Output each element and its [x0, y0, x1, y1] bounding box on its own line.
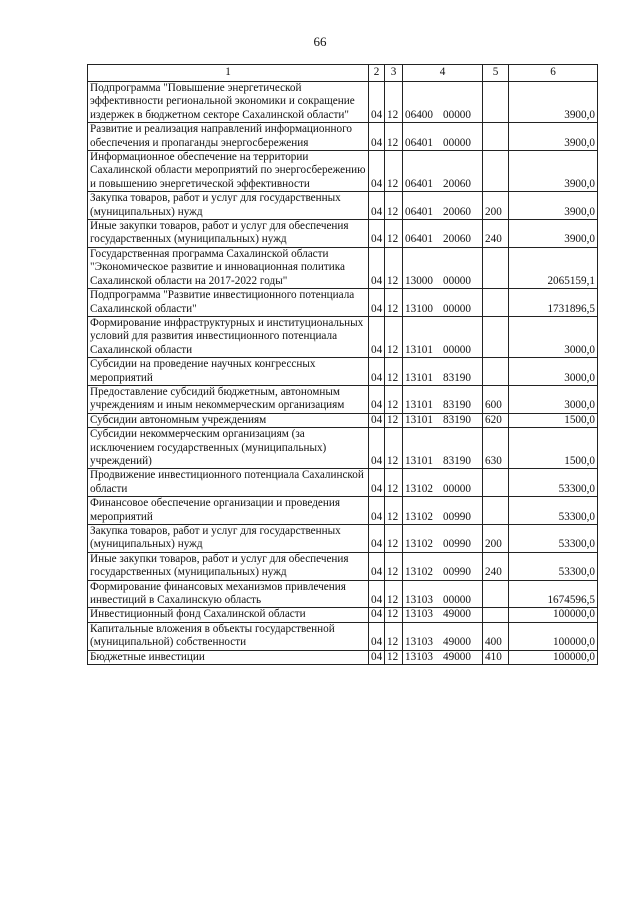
row-target-article-program: 06401 — [405, 177, 433, 190]
row-section-code: 04 — [369, 289, 385, 317]
row-amount: 100000,0 — [509, 650, 598, 664]
row-target-article — [403, 525, 483, 553]
table-row — [88, 608, 598, 622]
row-name: Иные закупки товаров, работ и услуг для обеспечения государственных (муниципальных) нужд — [88, 220, 369, 248]
row-name: Формирование инфраструктурных и институциональных условий для развития инвестиционного потенциала Сахалинской области — [88, 316, 369, 357]
row-name: Закупка товаров, работ и услуг для государственных (муниципальных) нужд — [88, 192, 369, 220]
row-subsection-code: 12 — [385, 151, 403, 192]
row-target-article-direction: 49000 — [443, 650, 471, 663]
row-target-article-direction: 49000 — [443, 608, 471, 621]
row-expense-type: 400 — [483, 622, 509, 650]
row-target-article — [403, 316, 483, 357]
table-row — [88, 151, 598, 192]
row-amount: 53300,0 — [509, 525, 598, 553]
table-row — [88, 247, 598, 288]
row-expense-type: 620 — [483, 413, 509, 427]
row-target-article-program: 13102 — [405, 566, 433, 579]
row-amount: 1500,0 — [509, 428, 598, 469]
row-name: Финансовое обеспечение организации и проведения мероприятий — [88, 497, 369, 525]
row-target-article-direction: 20060 — [443, 177, 471, 190]
table-row — [88, 192, 598, 220]
row-section-code: 04 — [369, 385, 385, 413]
row-section-code: 04 — [369, 650, 385, 664]
header-col-6: 6 — [509, 65, 598, 82]
row-expense-type — [483, 82, 509, 123]
row-target-article-program: 06400 — [405, 108, 433, 121]
row-amount: 3900,0 — [509, 220, 598, 248]
row-expense-type — [483, 123, 509, 151]
row-target-article — [403, 123, 483, 151]
budget-table — [87, 64, 598, 665]
row-subsection-code: 12 — [385, 622, 403, 650]
row-section-code: 04 — [369, 316, 385, 357]
row-section-code: 04 — [369, 497, 385, 525]
table-row — [88, 413, 598, 427]
row-name: Иные закупки товаров, работ и услуг для обеспечения государственных (муниципальных) нужд — [88, 552, 369, 580]
row-amount: 3900,0 — [509, 82, 598, 123]
row-subsection-code: 12 — [385, 289, 403, 317]
row-section-code: 04 — [369, 552, 385, 580]
row-target-article-direction: 00000 — [443, 274, 471, 287]
row-expense-type — [483, 316, 509, 357]
row-target-article-direction: 00000 — [443, 108, 471, 121]
row-target-article — [403, 428, 483, 469]
row-expense-type — [483, 358, 509, 386]
row-target-article — [403, 358, 483, 386]
header-col-2: 2 — [369, 65, 385, 82]
table-row — [88, 650, 598, 664]
row-subsection-code: 12 — [385, 247, 403, 288]
row-subsection-code: 12 — [385, 123, 403, 151]
table-row — [88, 525, 598, 553]
row-name: Капитальные вложения в объекты государственной (муниципальной) собственности — [88, 622, 369, 650]
row-section-code: 04 — [369, 220, 385, 248]
table-row — [88, 580, 598, 608]
row-name: Информационное обеспечение на территории Сахалинской области мероприятий по энергосбережению и повышению энергетической эффективности — [88, 151, 369, 192]
row-expense-type: 200 — [483, 192, 509, 220]
table-row — [88, 316, 598, 357]
row-amount: 53300,0 — [509, 469, 598, 497]
row-expense-type: 240 — [483, 552, 509, 580]
row-target-article-direction: 49000 — [443, 636, 471, 649]
row-target-article-direction: 83190 — [443, 413, 471, 426]
row-section-code: 04 — [369, 192, 385, 220]
row-expense-type — [483, 289, 509, 317]
row-amount: 3900,0 — [509, 192, 598, 220]
row-target-article-program: 13101 — [405, 454, 433, 467]
row-expense-type — [483, 580, 509, 608]
row-name: Государственная программа Сахалинской области "Экономическое развитие и инновационная политика Сахалинской области на 2017-2022 годы" — [88, 247, 369, 288]
row-amount: 3000,0 — [509, 358, 598, 386]
row-target-article-direction: 20060 — [443, 233, 471, 246]
row-subsection-code: 12 — [385, 82, 403, 123]
row-target-article-direction: 00990 — [443, 538, 471, 551]
row-section-code: 04 — [369, 525, 385, 553]
row-expense-type: 200 — [483, 525, 509, 553]
row-amount: 3000,0 — [509, 385, 598, 413]
row-target-article — [403, 151, 483, 192]
header-col-4: 4 — [403, 65, 483, 82]
row-name: Закупка товаров, работ и услуг для государственных (муниципальных) нужд — [88, 525, 369, 553]
row-target-article-direction: 00000 — [443, 594, 471, 607]
row-target-article-direction: 00000 — [443, 136, 471, 149]
row-target-article — [403, 192, 483, 220]
row-target-article — [403, 247, 483, 288]
row-amount: 1674596,5 — [509, 580, 598, 608]
row-subsection-code: 12 — [385, 316, 403, 357]
row-section-code: 04 — [369, 469, 385, 497]
row-subsection-code: 12 — [385, 580, 403, 608]
row-target-article-direction: 20060 — [443, 205, 471, 218]
row-amount: 1731896,5 — [509, 289, 598, 317]
row-name: Подпрограмма "Повышение энергетической эффективности региональной экономики и сокращение издержек в бюджетном секторе Сахалинской области" — [88, 82, 369, 123]
row-target-article — [403, 608, 483, 622]
row-target-article-program: 06401 — [405, 136, 433, 149]
row-amount: 100000,0 — [509, 622, 598, 650]
row-subsection-code: 12 — [385, 525, 403, 553]
row-subsection-code: 12 — [385, 469, 403, 497]
row-name: Развитие и реализация направлений информационного обеспечения и пропаганды энергосбережения — [88, 123, 369, 151]
row-name: Подпрограмма "Развитие инвестиционного потенциала Сахалинской области" — [88, 289, 369, 317]
row-subsection-code: 12 — [385, 552, 403, 580]
row-name: Инвестиционный фонд Сахалинской области — [88, 608, 369, 622]
row-subsection-code: 12 — [385, 358, 403, 386]
row-target-article-program: 13103 — [405, 608, 433, 621]
header-col-1: 1 — [88, 65, 369, 82]
row-target-article-program: 13101 — [405, 399, 433, 412]
row-target-article-program: 13103 — [405, 594, 433, 607]
row-target-article-program: 13101 — [405, 413, 433, 426]
row-name: Субсидии автономным учреждениям — [88, 413, 369, 427]
row-name: Субсидии на проведение научных конгрессных мероприятий — [88, 358, 369, 386]
row-target-article-program: 13102 — [405, 538, 433, 551]
row-subsection-code: 12 — [385, 385, 403, 413]
row-name: Формирование финансовых механизмов привлечения инвестиций в Сахалинскую область — [88, 580, 369, 608]
table-row — [88, 123, 598, 151]
row-target-article-program: 13000 — [405, 274, 433, 287]
row-target-article-program: 06401 — [405, 233, 433, 246]
table-row — [88, 82, 598, 123]
row-amount: 3900,0 — [509, 123, 598, 151]
table-row — [88, 289, 598, 317]
header-col-5: 5 — [483, 65, 509, 82]
table-row — [88, 428, 598, 469]
row-section-code: 04 — [369, 608, 385, 622]
row-amount: 2065159,1 — [509, 247, 598, 288]
row-expense-type — [483, 497, 509, 525]
row-target-article — [403, 650, 483, 664]
row-target-article-program: 13101 — [405, 371, 433, 384]
row-target-article — [403, 289, 483, 317]
row-target-article-direction: 00000 — [443, 302, 471, 315]
row-target-article — [403, 622, 483, 650]
row-section-code: 04 — [369, 151, 385, 192]
row-target-article — [403, 220, 483, 248]
table-row — [88, 385, 598, 413]
row-amount: 53300,0 — [509, 497, 598, 525]
row-amount: 1500,0 — [509, 413, 598, 427]
row-subsection-code: 12 — [385, 497, 403, 525]
row-section-code: 04 — [369, 413, 385, 427]
row-target-article — [403, 469, 483, 497]
row-subsection-code: 12 — [385, 413, 403, 427]
row-subsection-code: 12 — [385, 192, 403, 220]
table-row — [88, 220, 598, 248]
row-subsection-code: 12 — [385, 650, 403, 664]
row-section-code: 04 — [369, 82, 385, 123]
row-target-article-program: 13102 — [405, 510, 433, 523]
table-row — [88, 497, 598, 525]
row-subsection-code: 12 — [385, 428, 403, 469]
row-target-article-program: 13102 — [405, 482, 433, 495]
table-row — [88, 622, 598, 650]
row-section-code: 04 — [369, 580, 385, 608]
row-target-article-program: 06401 — [405, 205, 433, 218]
row-target-article-program: 13101 — [405, 343, 433, 356]
table-row — [88, 358, 598, 386]
table-row — [88, 552, 598, 580]
row-target-article-direction: 00000 — [443, 482, 471, 495]
row-section-code: 04 — [369, 358, 385, 386]
row-name: Предоставление субсидий бюджетным, автономным учреждениям и иным некоммерческим организациям — [88, 385, 369, 413]
row-expense-type: 600 — [483, 385, 509, 413]
row-target-article — [403, 413, 483, 427]
row-section-code: 04 — [369, 123, 385, 151]
row-target-article — [403, 552, 483, 580]
row-expense-type — [483, 247, 509, 288]
row-expense-type — [483, 608, 509, 622]
table-header-row — [88, 65, 598, 82]
row-target-article-program: 13100 — [405, 302, 433, 315]
row-target-article-program: 13103 — [405, 650, 433, 663]
row-name: Продвижение инвестиционного потенциала Сахалинской области — [88, 469, 369, 497]
row-expense-type: 410 — [483, 650, 509, 664]
row-section-code: 04 — [369, 247, 385, 288]
row-target-article — [403, 580, 483, 608]
row-target-article-direction: 83190 — [443, 399, 471, 412]
row-expense-type — [483, 151, 509, 192]
table-body — [88, 82, 598, 665]
row-amount: 53300,0 — [509, 552, 598, 580]
row-section-code: 04 — [369, 622, 385, 650]
row-expense-type: 630 — [483, 428, 509, 469]
row-name: Субсидии некоммерческим организациям (за исключением государственных (муниципальных) учреждений) — [88, 428, 369, 469]
header-col-3: 3 — [385, 65, 403, 82]
row-target-article — [403, 385, 483, 413]
row-amount: 3900,0 — [509, 151, 598, 192]
row-target-article-direction: 00990 — [443, 510, 471, 523]
row-subsection-code: 12 — [385, 608, 403, 622]
row-target-article — [403, 82, 483, 123]
row-section-code: 04 — [369, 428, 385, 469]
row-target-article-direction: 00000 — [443, 343, 471, 356]
row-target-article-direction: 00990 — [443, 566, 471, 579]
row-amount: 3000,0 — [509, 316, 598, 357]
row-amount: 100000,0 — [509, 608, 598, 622]
row-target-article-direction: 83190 — [443, 454, 471, 467]
row-target-article-program: 13103 — [405, 636, 433, 649]
row-expense-type — [483, 469, 509, 497]
table-row — [88, 469, 598, 497]
page-number: 66 — [313, 34, 327, 49]
row-target-article-direction: 83190 — [443, 371, 471, 384]
row-target-article — [403, 497, 483, 525]
row-expense-type: 240 — [483, 220, 509, 248]
row-name: Бюджетные инвестиции — [88, 650, 369, 664]
row-subsection-code: 12 — [385, 220, 403, 248]
